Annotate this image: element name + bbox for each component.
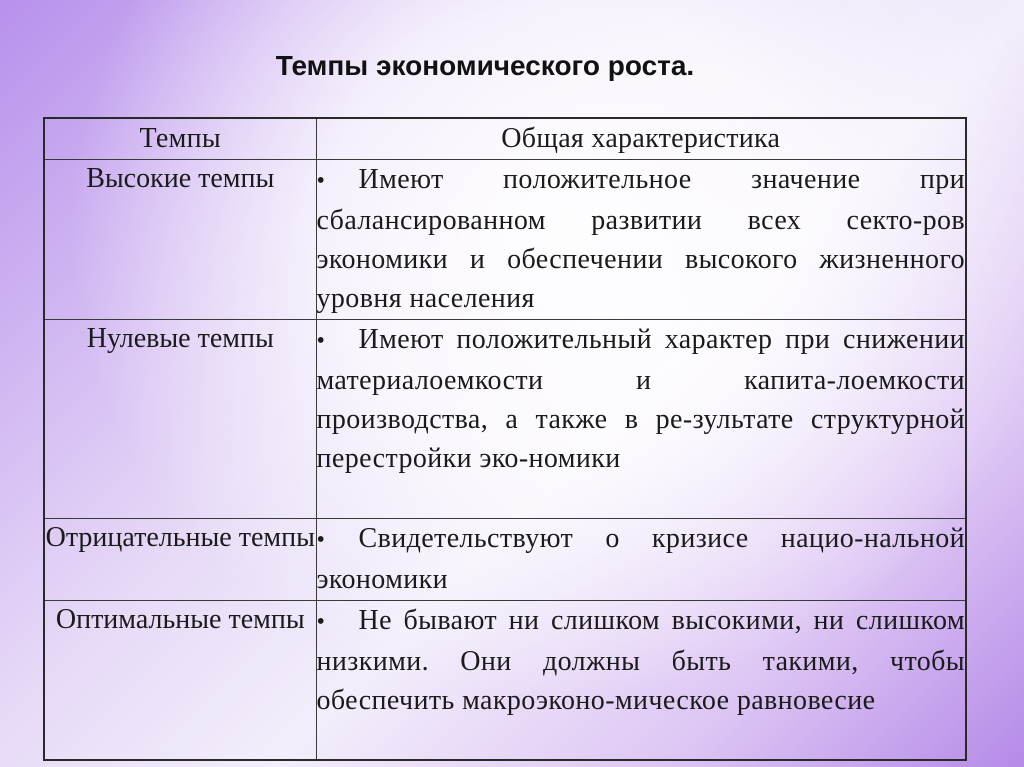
slide-title: Темпы экономического роста. <box>275 50 695 81</box>
table-row <box>44 601 966 761</box>
bullet-icon: • <box>316 328 326 354</box>
characteristic-text: Имеют положительное значение при сбалансированном развитии всех секто-ров экономики и обеспечении высокого жизненного уровня населения <box>316 164 965 314</box>
characteristic-text: Имеют положительный характер при снижении материалоемкости и капита-лоемкости производства, а также в ре-зультате структурной перестройки эко-номики <box>316 324 965 474</box>
characteristic-text: Не бывают ни слишком высокими, ни слишком низкими. Они должны быть такими, чтобы обеспечить макроэконо-мическое равновесие <box>316 605 965 716</box>
characteristic-text: Свидетельствуют о кризисе нацио-нальной экономики <box>316 523 965 595</box>
rate-type-cell: Отрицательные темпы <box>44 519 316 601</box>
bullet-icon: • <box>316 527 326 553</box>
characteristic-cell <box>316 601 966 761</box>
growth-rates-table <box>43 117 965 761</box>
column-header-characteristic: Общая характеристика <box>316 118 966 160</box>
table-row <box>44 320 966 519</box>
bullet-icon: • <box>316 168 326 194</box>
characteristic-cell <box>316 160 966 320</box>
table-header-row <box>44 118 966 160</box>
bullet-icon: • <box>316 609 326 635</box>
characteristic-cell <box>316 320 966 519</box>
table-row <box>44 160 966 320</box>
rate-type-cell: Оптимальные темпы <box>44 601 316 761</box>
column-header-rates: Темпы <box>44 118 316 160</box>
table-row <box>44 519 966 601</box>
characteristic-cell <box>316 519 966 601</box>
rate-type-cell: Нулевые темпы <box>44 320 316 519</box>
rate-type-cell: Высокие темпы <box>44 160 316 320</box>
